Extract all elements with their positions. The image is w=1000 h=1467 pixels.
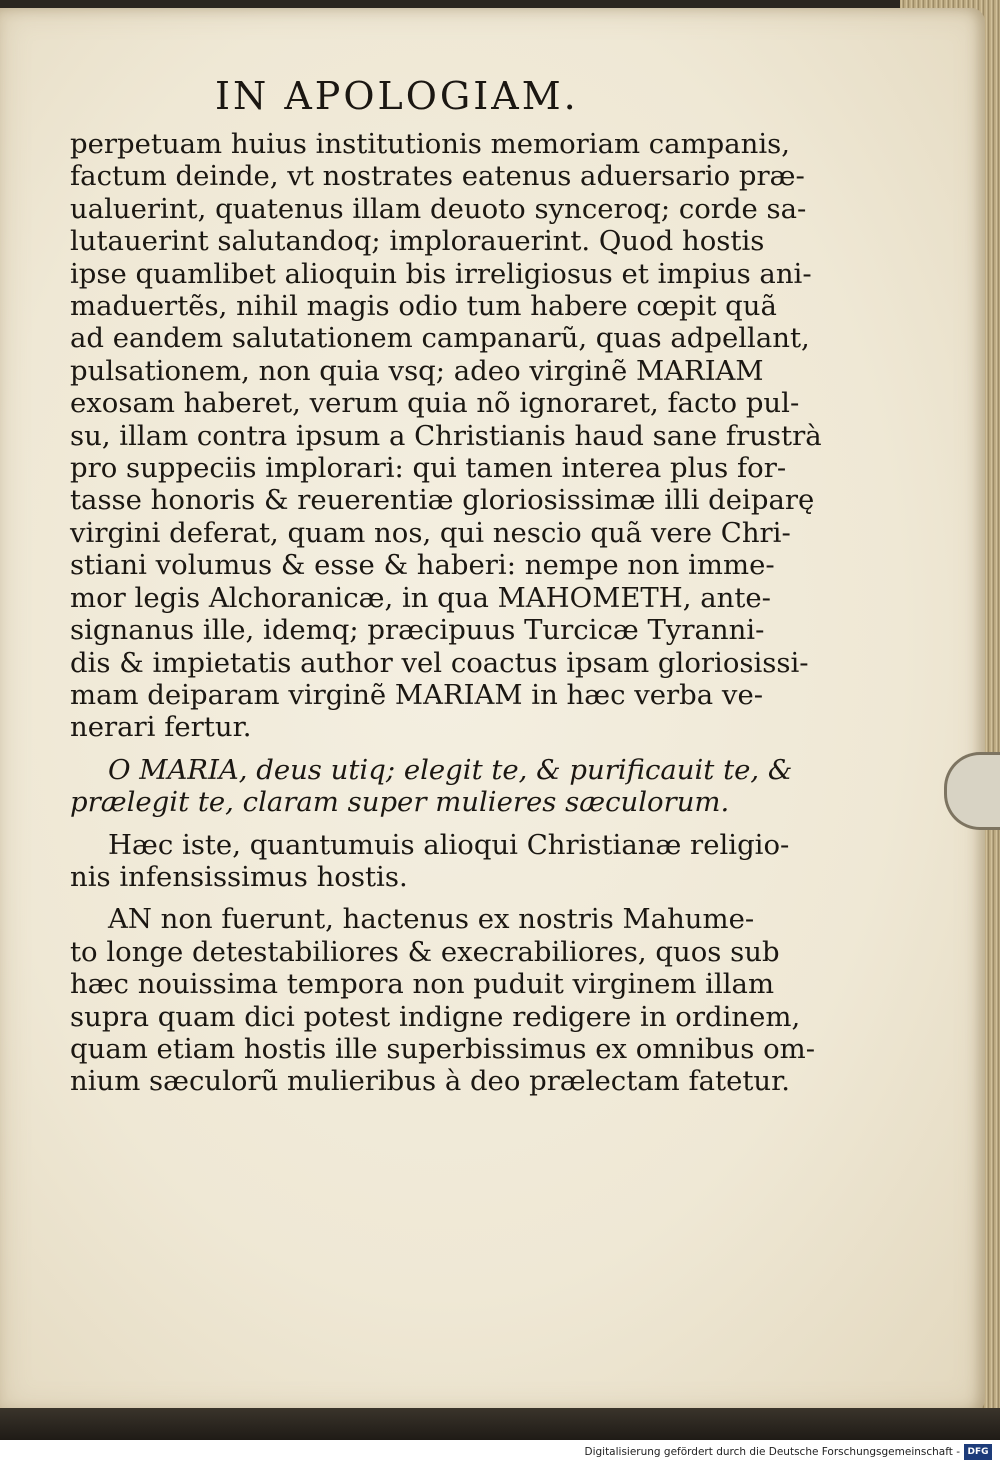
text-line: Hæc iste, quantumuis alioqui Christianæ religio- <box>108 828 790 861</box>
quote-block <box>70 753 793 819</box>
text-line: factum deinde, vt nostrates eatenus aduersario præ- <box>70 160 805 193</box>
page-text <box>70 70 822 1098</box>
text-line: ualuerint, quatenus illam deuoto synceroq; corde sa- <box>70 192 807 225</box>
text-line: tasse honoris & reuerentiæ gloriosissimæ illi deiparę <box>70 484 815 517</box>
text-line: hæc nouissima tempora non puduit virginem illam <box>70 968 775 1001</box>
text-line: signanus ille, idemq; præcipuus Turcicæ Tyranni- <box>70 614 765 647</box>
text-line: dis & impietatis author vel coactus ipsam gloriosissi- <box>70 646 809 679</box>
text-line: mor legis Alchoranicæ, in qua MAHOMETH, ante- <box>70 581 771 614</box>
text-line: su, illam contra ipsum a Christianis haud sane frustrà <box>70 419 822 452</box>
bottom-shadow <box>0 1408 1000 1440</box>
paragraph-2 <box>70 828 790 894</box>
dfg-logo: DFG <box>964 1444 992 1460</box>
paragraph-1 <box>70 128 822 744</box>
funding-credit: Digitalisierung gefördert durch die Deutsche Forschungsgemeinschaft - <box>584 1446 960 1458</box>
text-line: quam etiam hostis ille superbissimus ex omnibus om- <box>70 1032 816 1065</box>
text-line: nis infensissimus hostis. <box>70 860 408 893</box>
text-line: mam deiparam virginẽ MARIAM in hæc verba ve- <box>70 678 764 711</box>
text-line: supra quam dici potest indigne redigere in ordinem, <box>70 1000 801 1033</box>
text-line: virgini deferat, quam nos, qui nescio quã vere Chri- <box>70 516 791 549</box>
text-line: stiani volumus & esse & haberi: nempe non imme- <box>70 549 775 582</box>
running-head: IN APOLOGIAM. <box>215 74 579 118</box>
text-line: pro suppeciis implorari: qui tamen interea plus for- <box>70 452 787 485</box>
text-line: nerari fertur. <box>70 711 252 744</box>
text-line: ad eandem salutationem campanarũ, quas adpellant, <box>70 322 810 355</box>
text-line: ipse quamlibet alioquin bis irreligiosus et impius ani- <box>70 257 812 290</box>
text-line: maduertẽs, nihil magis odio tum habere cœpit quã <box>70 290 777 323</box>
quote-line: O MARIA, deus utiq; elegit te, & purificauit te, & <box>108 753 793 786</box>
text-line: perpetuam huius institutionis memoriam campanis, <box>70 128 791 160</box>
paragraph-3 <box>70 903 816 1098</box>
footer-bar <box>0 1440 1000 1467</box>
text-line: nium sæculorũ mulieribus à deo prælectam fatetur. <box>70 1065 790 1098</box>
text-line: AN non fuerunt, hactenus ex nostris Mahume- <box>108 903 755 936</box>
quote-line: prælegit te, claram super mulieres sæculorum. <box>70 786 730 819</box>
text-line: exosam haberet, verum quia nõ ignoraret, facto pul- <box>70 387 800 420</box>
text-line: pulsationem, non quia vsq; adeo virginẽ MARIAM <box>70 354 764 387</box>
text-line: to longe detestabiliores & execrabiliores, quos sub <box>70 935 780 968</box>
text-line: lutauerint salutandoq; implorauerint. Quod hostis <box>70 225 765 258</box>
